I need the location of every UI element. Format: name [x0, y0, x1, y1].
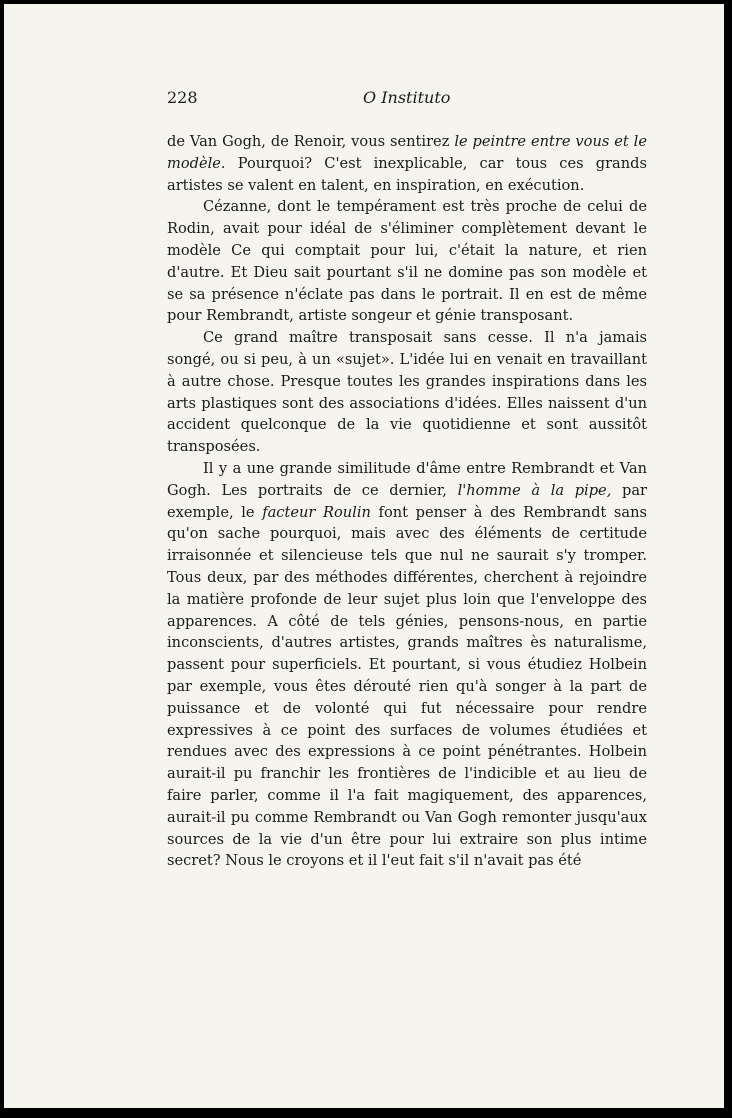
text-run: de Van Gogh, de Renoir, vous sentirez [167, 133, 455, 150]
paragraph [167, 327, 647, 458]
paragraph [167, 458, 647, 872]
italic-text-run: l'homme à la pipe, [457, 481, 612, 499]
text-run: par exemple, le [167, 481, 647, 521]
running-title: O Instituto [363, 88, 451, 107]
text-run: Cézanne, dont le tempérament est très proche de celui de Rodin, avait pour idéal de s'éliminer complètement devant le modèle Ce qui comptait pour lui, c'était la nature, et rien d'autre. Et Dieu sait pourtant s'il ne domine pas son modèle et se sa présence n'éclate pas dans le portrait. Il en est de même pour Rembrandt, artiste songeur et génie transposant. [167, 198, 647, 325]
book-page [4, 4, 724, 1108]
text-run: Il y a une grande similitude d'âme entre Rembrandt et Van Gogh. Les portraits de ce dernier, [167, 459, 647, 499]
page-header [167, 88, 647, 112]
page-number: 228 [167, 88, 198, 107]
italic-text-run: facteur Roulin [262, 503, 371, 521]
paragraph [167, 131, 647, 196]
body-text [167, 131, 647, 872]
text-run: Pourquoi? C'est inexplicable, car tous ces grands artistes se valent en talent, en inspiration, en exécution. [167, 154, 647, 194]
text-run: Ce grand maître transposait sans cesse. Il n'a jamais songé, ou si peu, à un «sujet». L'idée lui en venait en travaillant à autre chose. Presque toutes les grandes inspirations dans les arts plastiques sont des associations d'idées. Elles naissent d'un accident quelconque de la vie quotidienne et sont aussitôt transposées. [167, 329, 647, 456]
paragraph [167, 196, 647, 327]
italic-text-run: le peintre entre vous et le modèle. [167, 133, 647, 172]
text-run: font penser à des Rembrandt sans qu'on sache pourquoi, mais avec des éléments de certitude irraisonnée et silencieuse tels que nul ne saurait s'y tromper. Tous deux, par des méthodes différentes, cherchent à rejoindre la matière profonde de leur sujet plus loin que l'enveloppe des apparences. A côté de tels génies, pensons-nous, en partie inconscients, d'autres artistes, grands maîtres ès naturalisme, passent pour superficiels. Et pourtant, si vous étudiez Holbein par exemple, vous êtes dérouté rien qu'à songer à la part de puissance et de volonté qui fut nécessaire pour rendre expressives à ce point des surfaces de volumes étudiées et rendues avec des expressions à ce point pénétrantes. Holbein aurait-il pu franchir les frontières de l'indicible et au lieu de faire parler, comme il l'a fait magiquement, des apparences, aurait-il pu comme Rembrandt ou Van Gogh remonter jusqu'aux sources de la vie d'un être pour lui extraire son plus intime secret? Nous le croyons et il l'eut fait s'il n'avait pas été [167, 503, 647, 870]
